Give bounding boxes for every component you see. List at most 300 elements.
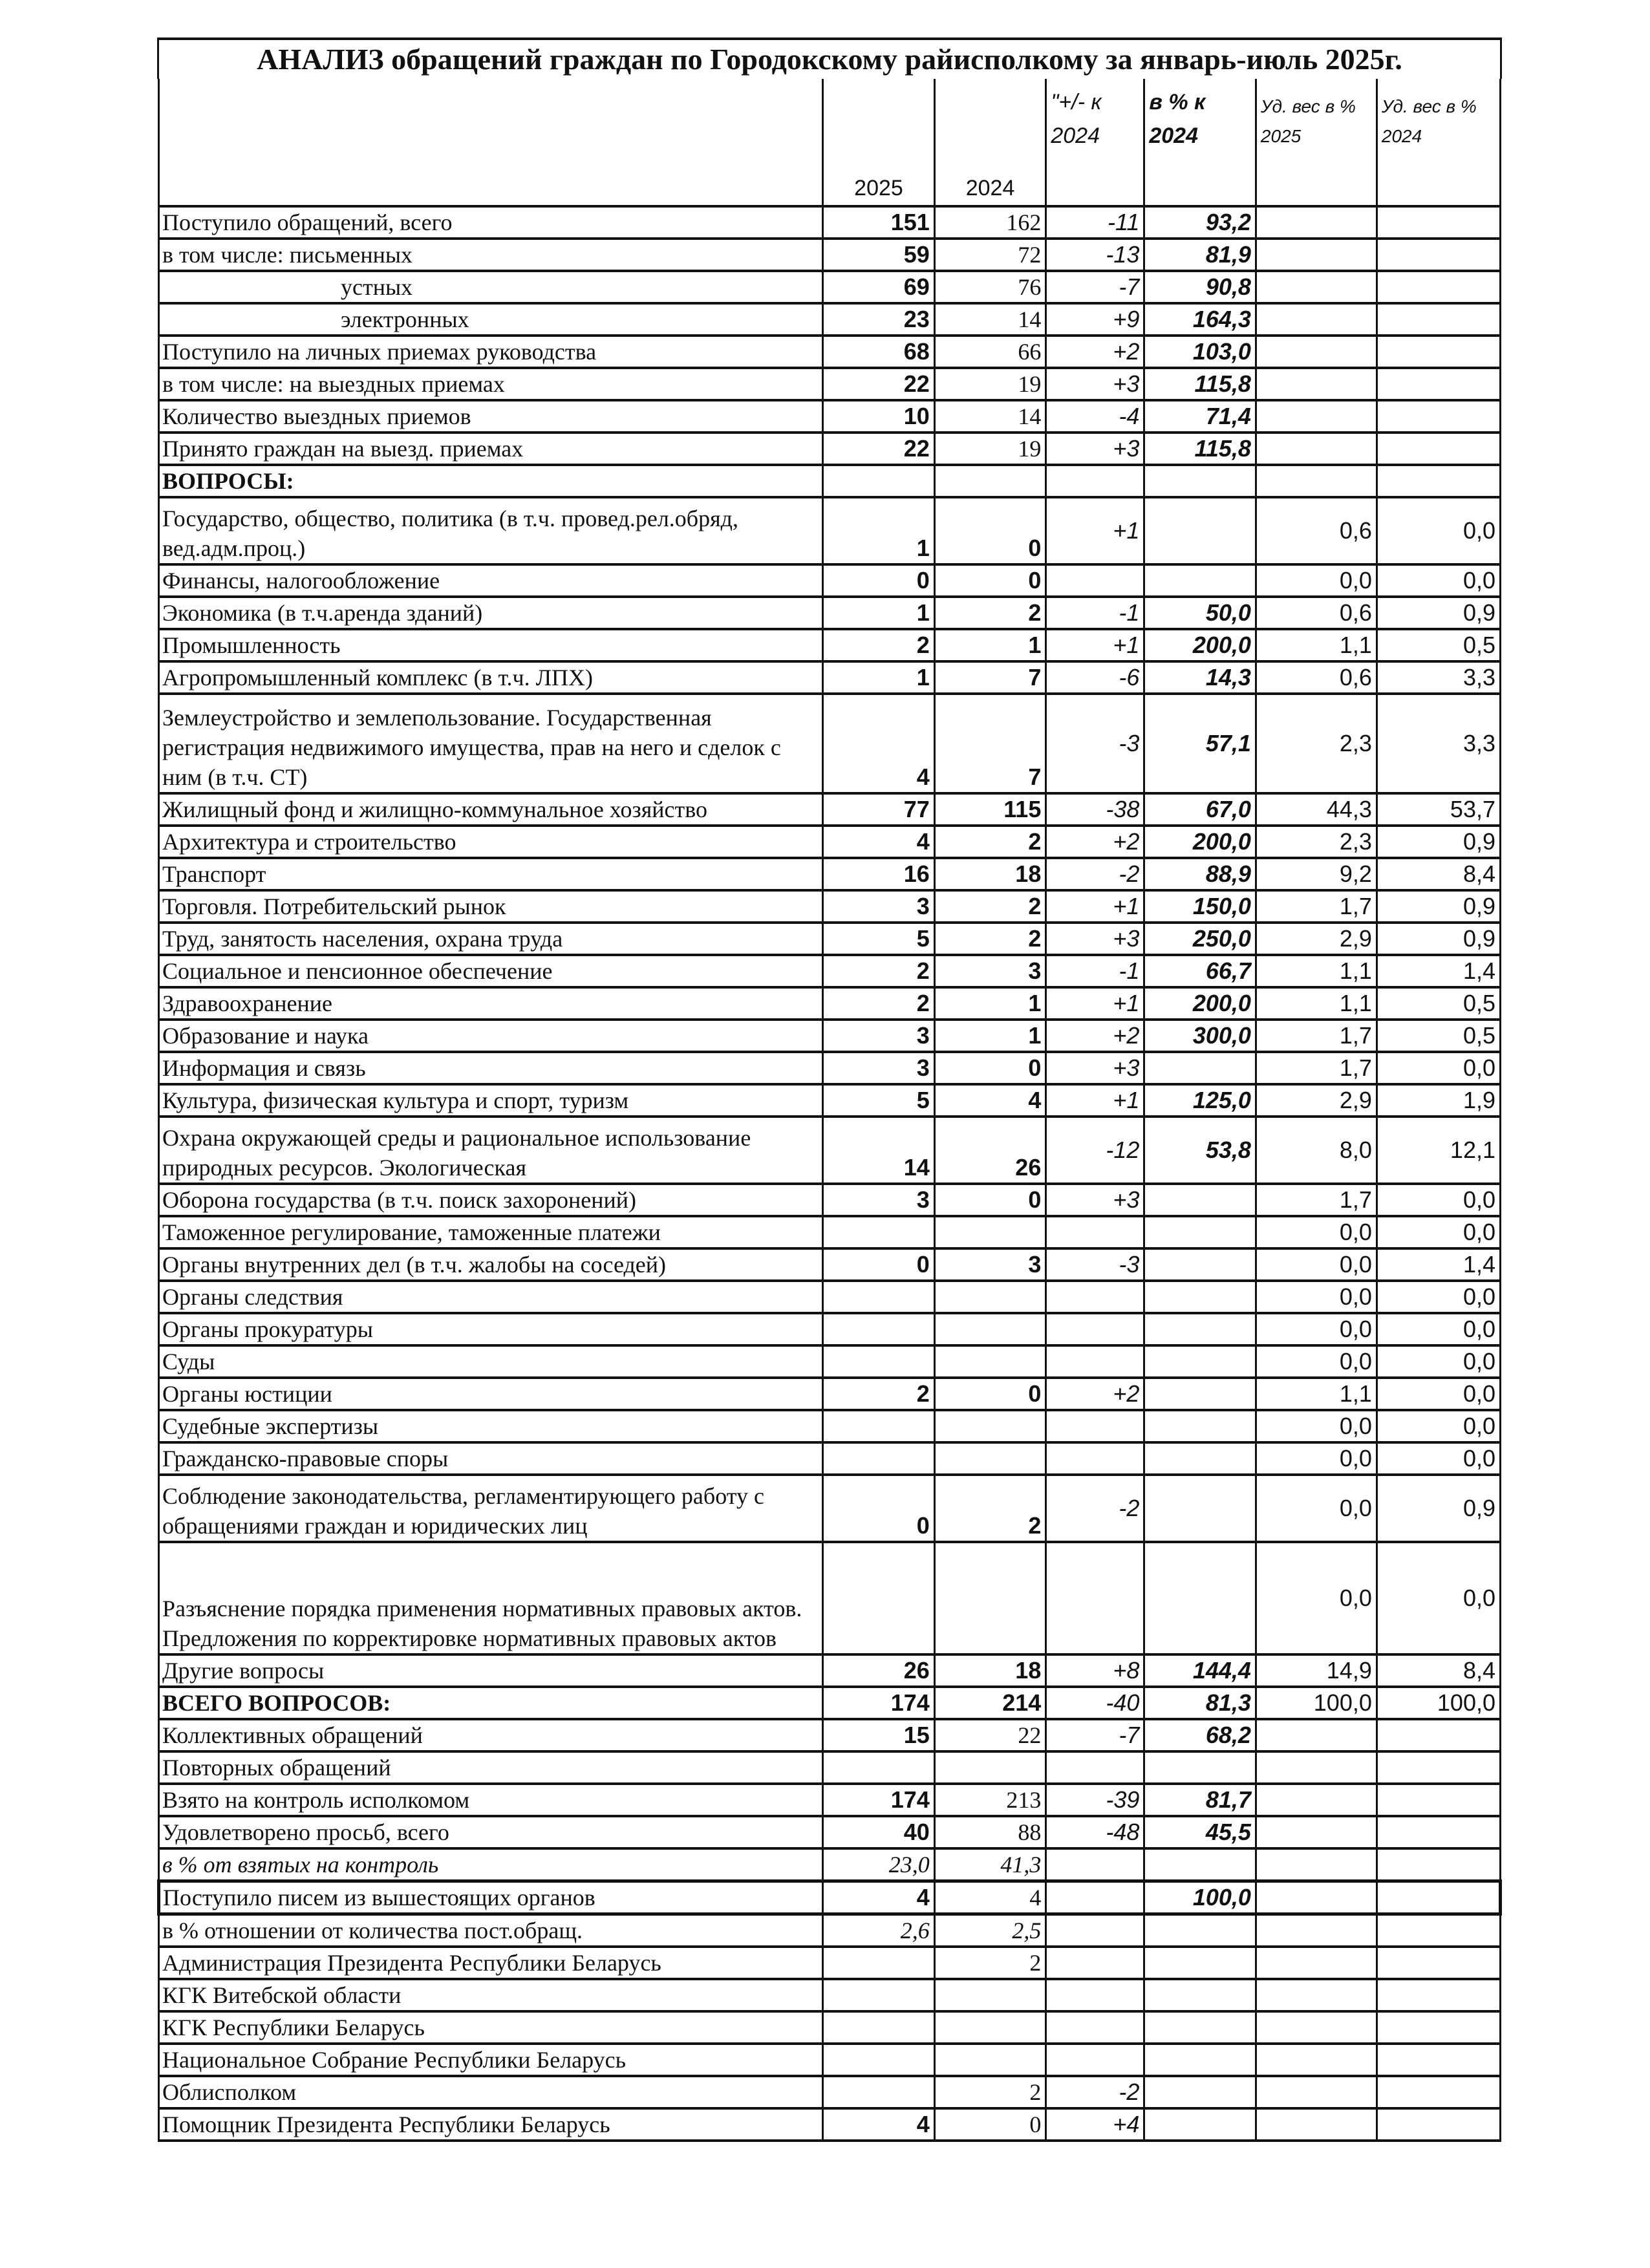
row-label: Органы прокуратуры bbox=[159, 1313, 823, 1345]
row-label: Транспорт bbox=[159, 858, 823, 890]
share-2024 bbox=[1377, 2108, 1500, 2141]
value-2025: 2 bbox=[823, 955, 935, 987]
table-row bbox=[159, 955, 1501, 987]
diff-value bbox=[1046, 1281, 1144, 1313]
table-row bbox=[159, 1816, 1501, 1848]
diff-value: +1 bbox=[1046, 987, 1144, 1020]
share-2025 bbox=[1256, 1881, 1377, 1914]
pct-value: 57,1 bbox=[1144, 694, 1256, 793]
value-v2024: 2 bbox=[934, 2076, 1046, 2108]
share-2025: 1,1 bbox=[1256, 955, 1377, 987]
row-label: КГК Витебской области bbox=[159, 1979, 823, 2011]
row-label: Промышленность bbox=[159, 629, 823, 661]
value-2025: 5 bbox=[823, 923, 935, 955]
value-diff: -48 bbox=[1046, 1816, 1144, 1848]
row-label: Судебные экспертизы bbox=[159, 1410, 823, 1442]
share-2024: 1,4 bbox=[1377, 955, 1500, 987]
pct-value: 67,0 bbox=[1144, 793, 1256, 826]
row-label: Другие вопросы bbox=[159, 1654, 823, 1687]
share-2024 bbox=[1377, 1914, 1500, 1947]
table-row bbox=[159, 1751, 1501, 1784]
value-2024 bbox=[934, 1410, 1046, 1442]
col-header-share-2024: Уд. вес в % 2024 bbox=[1377, 79, 1500, 206]
share-2024: 0,9 bbox=[1377, 826, 1500, 858]
value-pct bbox=[1144, 2011, 1256, 2044]
share-2024: 0,9 bbox=[1377, 1475, 1500, 1542]
table-row bbox=[159, 1216, 1501, 1248]
table-row bbox=[159, 2076, 1501, 2108]
diff-value: +3 bbox=[1046, 433, 1144, 465]
row-label: Органы юстиции bbox=[159, 1378, 823, 1410]
value-diff bbox=[1046, 2011, 1144, 2044]
table-row bbox=[159, 336, 1501, 368]
value-v2025 bbox=[823, 1751, 935, 1784]
value-pct bbox=[1144, 1914, 1256, 1947]
value-2025: 77 bbox=[823, 793, 935, 826]
share-2025: 2,9 bbox=[1256, 1084, 1377, 1117]
pct-value: 88,9 bbox=[1144, 858, 1256, 890]
share-2025: 1,7 bbox=[1256, 890, 1377, 923]
share-2025 bbox=[1256, 206, 1377, 239]
value-pct: 81,7 bbox=[1144, 1784, 1256, 1816]
table-row bbox=[159, 597, 1501, 629]
value-2025 bbox=[823, 1542, 935, 1654]
share-2025: 14,9 bbox=[1256, 1654, 1377, 1687]
share-2024: 0,0 bbox=[1377, 1378, 1500, 1410]
table-row bbox=[159, 1947, 1501, 1979]
value-v2025: 40 bbox=[823, 1816, 935, 1848]
share-2024 bbox=[1377, 1979, 1500, 2011]
share-2024 bbox=[1377, 1881, 1500, 1914]
table-row bbox=[159, 987, 1501, 1020]
value-2024: 1 bbox=[934, 629, 1046, 661]
value-v2025: 23,0 bbox=[823, 1848, 935, 1881]
table-row bbox=[159, 1248, 1501, 1281]
share-2025: 1,7 bbox=[1256, 1020, 1377, 1052]
value-2024: 115 bbox=[934, 793, 1046, 826]
share-2025: 1,1 bbox=[1256, 987, 1377, 1020]
row-label: Оборона государства (в т.ч. поиск захоронений) bbox=[159, 1184, 823, 1216]
share-2025: 1,1 bbox=[1256, 1378, 1377, 1410]
row-label: Поступило на личных приемах руководства bbox=[159, 336, 823, 368]
table-row bbox=[159, 1020, 1501, 1052]
table-row bbox=[159, 1542, 1501, 1654]
total-v2024: 214 bbox=[934, 1687, 1046, 1719]
share-2025 bbox=[1256, 400, 1377, 433]
share-2025: 1,7 bbox=[1256, 1052, 1377, 1084]
value-2024: 2 bbox=[934, 597, 1046, 629]
col-header-2025: 2025 bbox=[823, 79, 935, 206]
share-2024: 12,1 bbox=[1377, 1117, 1500, 1184]
share-2024: 8,4 bbox=[1377, 1654, 1500, 1687]
pct-value: 150,0 bbox=[1144, 890, 1256, 923]
diff-value: -2 bbox=[1046, 1475, 1144, 1542]
table-row bbox=[159, 206, 1501, 239]
share-2024: 0,0 bbox=[1377, 497, 1500, 564]
row-label: Суды bbox=[159, 1345, 823, 1378]
share-2024 bbox=[1377, 336, 1500, 368]
value-v2024: 0 bbox=[934, 2108, 1046, 2141]
diff-value: -7 bbox=[1046, 271, 1144, 303]
value-v2025: 4 bbox=[823, 1881, 935, 1914]
diff-value: -1 bbox=[1046, 955, 1144, 987]
share-2024: 0,9 bbox=[1377, 597, 1500, 629]
table-row bbox=[159, 1052, 1501, 1084]
value-2025 bbox=[823, 1442, 935, 1475]
diff-value: -11 bbox=[1046, 206, 1144, 239]
table-row bbox=[159, 2108, 1501, 2141]
value-2025: 68 bbox=[823, 336, 935, 368]
appeals-table bbox=[157, 79, 1502, 2142]
pct-value: 300,0 bbox=[1144, 1020, 1256, 1052]
share-2024: 0,9 bbox=[1377, 890, 1500, 923]
value-v2024: 4 bbox=[934, 1881, 1046, 1914]
value-pct bbox=[1144, 1979, 1256, 2011]
value-2024: 4 bbox=[934, 1084, 1046, 1117]
row-label: Разъяснение порядка применения нормативных правовых актов. Предложения по корректировке нормативных правовых актов bbox=[159, 1542, 823, 1654]
value-2024: 2 bbox=[934, 923, 1046, 955]
value-2024: 0 bbox=[934, 1378, 1046, 1410]
table-row bbox=[159, 826, 1501, 858]
value-diff bbox=[1046, 1947, 1144, 1979]
value-2025: 151 bbox=[823, 206, 935, 239]
pct-value: 81,9 bbox=[1144, 239, 1256, 271]
value-v2025 bbox=[823, 2044, 935, 2076]
value-2025: 0 bbox=[823, 1248, 935, 1281]
report-title: АНАЛИЗ обращений граждан по Городокскому райисполкому за январь-июль 2025г. bbox=[157, 37, 1502, 79]
value-2025: 26 bbox=[823, 1654, 935, 1687]
share-2025 bbox=[1256, 1947, 1377, 1979]
value-2025: 2 bbox=[823, 987, 935, 1020]
value-2025: 2 bbox=[823, 1378, 935, 1410]
row-label: Количество выездных приемов bbox=[159, 400, 823, 433]
empty-cell bbox=[1144, 465, 1256, 497]
pct-value bbox=[1144, 1542, 1256, 1654]
pct-value bbox=[1144, 1281, 1256, 1313]
share-2024 bbox=[1377, 1947, 1500, 1979]
row-label: в % отношении от количества пост.обращ. bbox=[159, 1914, 823, 1947]
table-row bbox=[159, 1345, 1501, 1378]
row-label: Таможенное регулирование, таможенные платежи bbox=[159, 1216, 823, 1248]
row-label: Принято граждан на выезд. приемах bbox=[159, 433, 823, 465]
value-2025: 3 bbox=[823, 1052, 935, 1084]
table-row bbox=[159, 793, 1501, 826]
share-2024: 3,3 bbox=[1377, 661, 1500, 694]
pct-value: 144,4 bbox=[1144, 1654, 1256, 1687]
table-row bbox=[159, 1281, 1501, 1313]
value-2024: 66 bbox=[934, 336, 1046, 368]
value-2025: 23 bbox=[823, 303, 935, 336]
diff-value bbox=[1046, 1410, 1144, 1442]
value-pct bbox=[1144, 1848, 1256, 1881]
report-sheet bbox=[157, 37, 1502, 2142]
diff-value: -3 bbox=[1046, 1248, 1144, 1281]
pct-value bbox=[1144, 1216, 1256, 1248]
share-2024 bbox=[1377, 2044, 1500, 2076]
diff-value: +2 bbox=[1046, 336, 1144, 368]
value-2024: 162 bbox=[934, 206, 1046, 239]
value-2025 bbox=[823, 1216, 935, 1248]
table-row bbox=[159, 1378, 1501, 1410]
row-label: Удовлетворено просьб, всего bbox=[159, 1816, 823, 1848]
questions-section-header: ВОПРОСЫ: bbox=[159, 465, 823, 497]
value-2024: 19 bbox=[934, 433, 1046, 465]
diff-value: +1 bbox=[1046, 890, 1144, 923]
table-row bbox=[159, 1654, 1501, 1687]
value-diff: -2 bbox=[1046, 2076, 1144, 2108]
row-label: Образование и наука bbox=[159, 1020, 823, 1052]
share-2025 bbox=[1256, 2076, 1377, 2108]
share-2024: 53,7 bbox=[1377, 793, 1500, 826]
table-row bbox=[159, 1719, 1501, 1751]
value-pct bbox=[1144, 2044, 1256, 2076]
value-v2024: 2,5 bbox=[934, 1914, 1046, 1947]
row-label: Облисполком bbox=[159, 2076, 823, 2108]
share-2024 bbox=[1377, 1848, 1500, 1881]
table-row bbox=[159, 923, 1501, 955]
diff-value bbox=[1046, 1542, 1144, 1654]
row-label: Органы следствия bbox=[159, 1281, 823, 1313]
pct-value: 200,0 bbox=[1144, 987, 1256, 1020]
value-2025: 69 bbox=[823, 271, 935, 303]
value-2024: 7 bbox=[934, 694, 1046, 793]
value-v2024: 213 bbox=[934, 1784, 1046, 1816]
value-2024: 18 bbox=[934, 858, 1046, 890]
total-v2025: 174 bbox=[823, 1687, 935, 1719]
table-row bbox=[159, 564, 1501, 597]
table-row bbox=[159, 1117, 1501, 1184]
share-2024: 0,0 bbox=[1377, 1281, 1500, 1313]
row-label: Культура, физическая культура и спорт, туризм bbox=[159, 1084, 823, 1117]
share-2024: 0,0 bbox=[1377, 1542, 1500, 1654]
pct-value: 90,8 bbox=[1144, 271, 1256, 303]
table-row bbox=[159, 1848, 1501, 1881]
value-v2024: 41,3 bbox=[934, 1848, 1046, 1881]
row-label: Финансы, налогообложение bbox=[159, 564, 823, 597]
share-2025 bbox=[1256, 1719, 1377, 1751]
value-2025 bbox=[823, 1281, 935, 1313]
row-label: Экономика (в т.ч.аренда зданий) bbox=[159, 597, 823, 629]
pct-value bbox=[1144, 497, 1256, 564]
value-2025: 1 bbox=[823, 597, 935, 629]
table-row bbox=[159, 1784, 1501, 1816]
row-label: Здравоохранение bbox=[159, 987, 823, 1020]
pct-value bbox=[1144, 1410, 1256, 1442]
value-2024: 2 bbox=[934, 1475, 1046, 1542]
value-2024 bbox=[934, 1216, 1046, 1248]
value-2025: 0 bbox=[823, 1475, 935, 1542]
value-pct bbox=[1144, 1947, 1256, 1979]
value-2024: 2 bbox=[934, 890, 1046, 923]
value-2024: 0 bbox=[934, 497, 1046, 564]
value-pct bbox=[1144, 2076, 1256, 2108]
share-2025: 0,0 bbox=[1256, 1410, 1377, 1442]
row-label: в том числе: письменных bbox=[159, 239, 823, 271]
table-row bbox=[159, 271, 1501, 303]
pct-value: 250,0 bbox=[1144, 923, 1256, 955]
row-label: Повторных обращений bbox=[159, 1751, 823, 1784]
diff-value: -13 bbox=[1046, 239, 1144, 271]
value-pct bbox=[1144, 1751, 1256, 1784]
pct-value: 125,0 bbox=[1144, 1084, 1256, 1117]
diff-value: -6 bbox=[1046, 661, 1144, 694]
pct-value: 93,2 bbox=[1144, 206, 1256, 239]
share-2024: 0,0 bbox=[1377, 1184, 1500, 1216]
share-2025 bbox=[1256, 1979, 1377, 2011]
value-v2024 bbox=[934, 2044, 1046, 2076]
share-2024: 0,0 bbox=[1377, 1216, 1500, 1248]
share-2025 bbox=[1256, 433, 1377, 465]
share-2025: 0,0 bbox=[1256, 564, 1377, 597]
pct-value bbox=[1144, 1345, 1256, 1378]
pct-value: 103,0 bbox=[1144, 336, 1256, 368]
share-2025: 0,6 bbox=[1256, 497, 1377, 564]
share-2025: 0,0 bbox=[1256, 1248, 1377, 1281]
diff-value bbox=[1046, 1216, 1144, 1248]
diff-value: -12 bbox=[1046, 1117, 1144, 1184]
table-row bbox=[159, 400, 1501, 433]
value-2025: 0 bbox=[823, 564, 935, 597]
share-2025 bbox=[1256, 1914, 1377, 1947]
diff-value: +9 bbox=[1046, 303, 1144, 336]
empty-cell bbox=[1377, 465, 1500, 497]
value-2024: 26 bbox=[934, 1117, 1046, 1184]
value-2024: 1 bbox=[934, 1020, 1046, 1052]
value-pct bbox=[1144, 2108, 1256, 2141]
value-pct: 100,0 bbox=[1144, 1881, 1256, 1914]
row-label: Агропромышленный комплекс (в т.ч. ЛПХ) bbox=[159, 661, 823, 694]
header-label-cell bbox=[159, 79, 823, 206]
total-row bbox=[159, 1687, 1501, 1719]
total-pct: 81,3 bbox=[1144, 1687, 1256, 1719]
empty-cell bbox=[823, 465, 935, 497]
table-row bbox=[159, 433, 1501, 465]
row-label: Труд, занятость населения, охрана труда bbox=[159, 923, 823, 955]
row-label: Органы внутренних дел (в т.ч. жалобы на соседей) bbox=[159, 1248, 823, 1281]
row-label: КГК Республики Беларусь bbox=[159, 2011, 823, 2044]
row-label: Государство, общество, политика (в т.ч. провед.рел.обряд, вед.адм.проц.) bbox=[159, 497, 823, 564]
share-2024 bbox=[1377, 206, 1500, 239]
pct-value: 200,0 bbox=[1144, 826, 1256, 858]
diff-value: +3 bbox=[1046, 1184, 1144, 1216]
value-v2025: 4 bbox=[823, 2108, 935, 2141]
share-2025: 1,7 bbox=[1256, 1184, 1377, 1216]
pct-value: 66,7 bbox=[1144, 955, 1256, 987]
total-s2025: 100,0 bbox=[1256, 1687, 1377, 1719]
share-2024: 1,4 bbox=[1377, 1248, 1500, 1281]
share-2025 bbox=[1256, 1816, 1377, 1848]
value-2024: 14 bbox=[934, 400, 1046, 433]
value-2024: 3 bbox=[934, 955, 1046, 987]
value-2024: 3 bbox=[934, 1248, 1046, 1281]
pct-value bbox=[1144, 1248, 1256, 1281]
value-2025 bbox=[823, 1313, 935, 1345]
share-2024: 0,9 bbox=[1377, 923, 1500, 955]
share-2024: 0,0 bbox=[1377, 1345, 1500, 1378]
share-2024 bbox=[1377, 2076, 1500, 2108]
diff-value: +2 bbox=[1046, 1378, 1144, 1410]
value-2025: 4 bbox=[823, 694, 935, 793]
row-label: Коллективных обращений bbox=[159, 1719, 823, 1751]
share-2025 bbox=[1256, 1848, 1377, 1881]
value-2024: 19 bbox=[934, 368, 1046, 400]
row-label: Помощник Президента Реcпублики Беларусь bbox=[159, 2108, 823, 2141]
empty-cell bbox=[934, 465, 1046, 497]
empty-cell bbox=[1046, 465, 1144, 497]
table-row bbox=[159, 303, 1501, 336]
share-2024 bbox=[1377, 1816, 1500, 1848]
value-2024: 1 bbox=[934, 987, 1046, 1020]
table-row bbox=[159, 858, 1501, 890]
value-2025: 1 bbox=[823, 661, 935, 694]
value-2024: 14 bbox=[934, 303, 1046, 336]
share-2025 bbox=[1256, 336, 1377, 368]
value-2025: 59 bbox=[823, 239, 935, 271]
pct-value: 14,3 bbox=[1144, 661, 1256, 694]
share-2025: 0,0 bbox=[1256, 1542, 1377, 1654]
value-2025: 1 bbox=[823, 497, 935, 564]
questions-section-row bbox=[159, 465, 1501, 497]
share-2025: 0,0 bbox=[1256, 1216, 1377, 1248]
share-2024: 0,0 bbox=[1377, 1410, 1500, 1442]
value-2025: 10 bbox=[823, 400, 935, 433]
value-2025: 14 bbox=[823, 1117, 935, 1184]
row-label: Информация и связь bbox=[159, 1052, 823, 1084]
share-2025: 8,0 bbox=[1256, 1117, 1377, 1184]
diff-value bbox=[1046, 1442, 1144, 1475]
diff-value: +8 bbox=[1046, 1654, 1144, 1687]
share-2025: 0,6 bbox=[1256, 661, 1377, 694]
value-2025: 16 bbox=[823, 858, 935, 890]
share-2025 bbox=[1256, 2011, 1377, 2044]
value-2025: 22 bbox=[823, 433, 935, 465]
pct-value: 50,0 bbox=[1144, 597, 1256, 629]
value-v2024: 88 bbox=[934, 1816, 1046, 1848]
row-label: Торговля. Потребительский рынок bbox=[159, 890, 823, 923]
value-diff: -7 bbox=[1046, 1719, 1144, 1751]
value-pct: 68,2 bbox=[1144, 1719, 1256, 1751]
table-row bbox=[159, 1881, 1501, 1914]
value-2025: 3 bbox=[823, 1184, 935, 1216]
value-v2024: 2 bbox=[934, 1947, 1046, 1979]
table-row bbox=[159, 661, 1501, 694]
value-2025: 4 bbox=[823, 826, 935, 858]
empty-cell bbox=[1256, 465, 1377, 497]
diff-value: -4 bbox=[1046, 400, 1144, 433]
share-2024 bbox=[1377, 368, 1500, 400]
diff-value: +1 bbox=[1046, 629, 1144, 661]
value-diff: -39 bbox=[1046, 1784, 1144, 1816]
share-2024: 0,0 bbox=[1377, 1313, 1500, 1345]
share-2024 bbox=[1377, 1719, 1500, 1751]
pct-value bbox=[1144, 564, 1256, 597]
row-label: в % от взятых на контроль bbox=[159, 1848, 823, 1881]
share-2025: 2,9 bbox=[1256, 923, 1377, 955]
pct-value bbox=[1144, 1442, 1256, 1475]
table-row bbox=[159, 1979, 1501, 2011]
table-row bbox=[159, 629, 1501, 661]
share-2025 bbox=[1256, 2108, 1377, 2141]
pct-value bbox=[1144, 1052, 1256, 1084]
value-diff bbox=[1046, 1914, 1144, 1947]
diff-value: +2 bbox=[1046, 1020, 1144, 1052]
share-2024: 0,5 bbox=[1377, 987, 1500, 1020]
diff-value: +3 bbox=[1046, 1052, 1144, 1084]
share-2024: 0,5 bbox=[1377, 1020, 1500, 1052]
diff-value bbox=[1046, 1313, 1144, 1345]
value-diff bbox=[1046, 1751, 1144, 1784]
value-2024 bbox=[934, 1281, 1046, 1313]
